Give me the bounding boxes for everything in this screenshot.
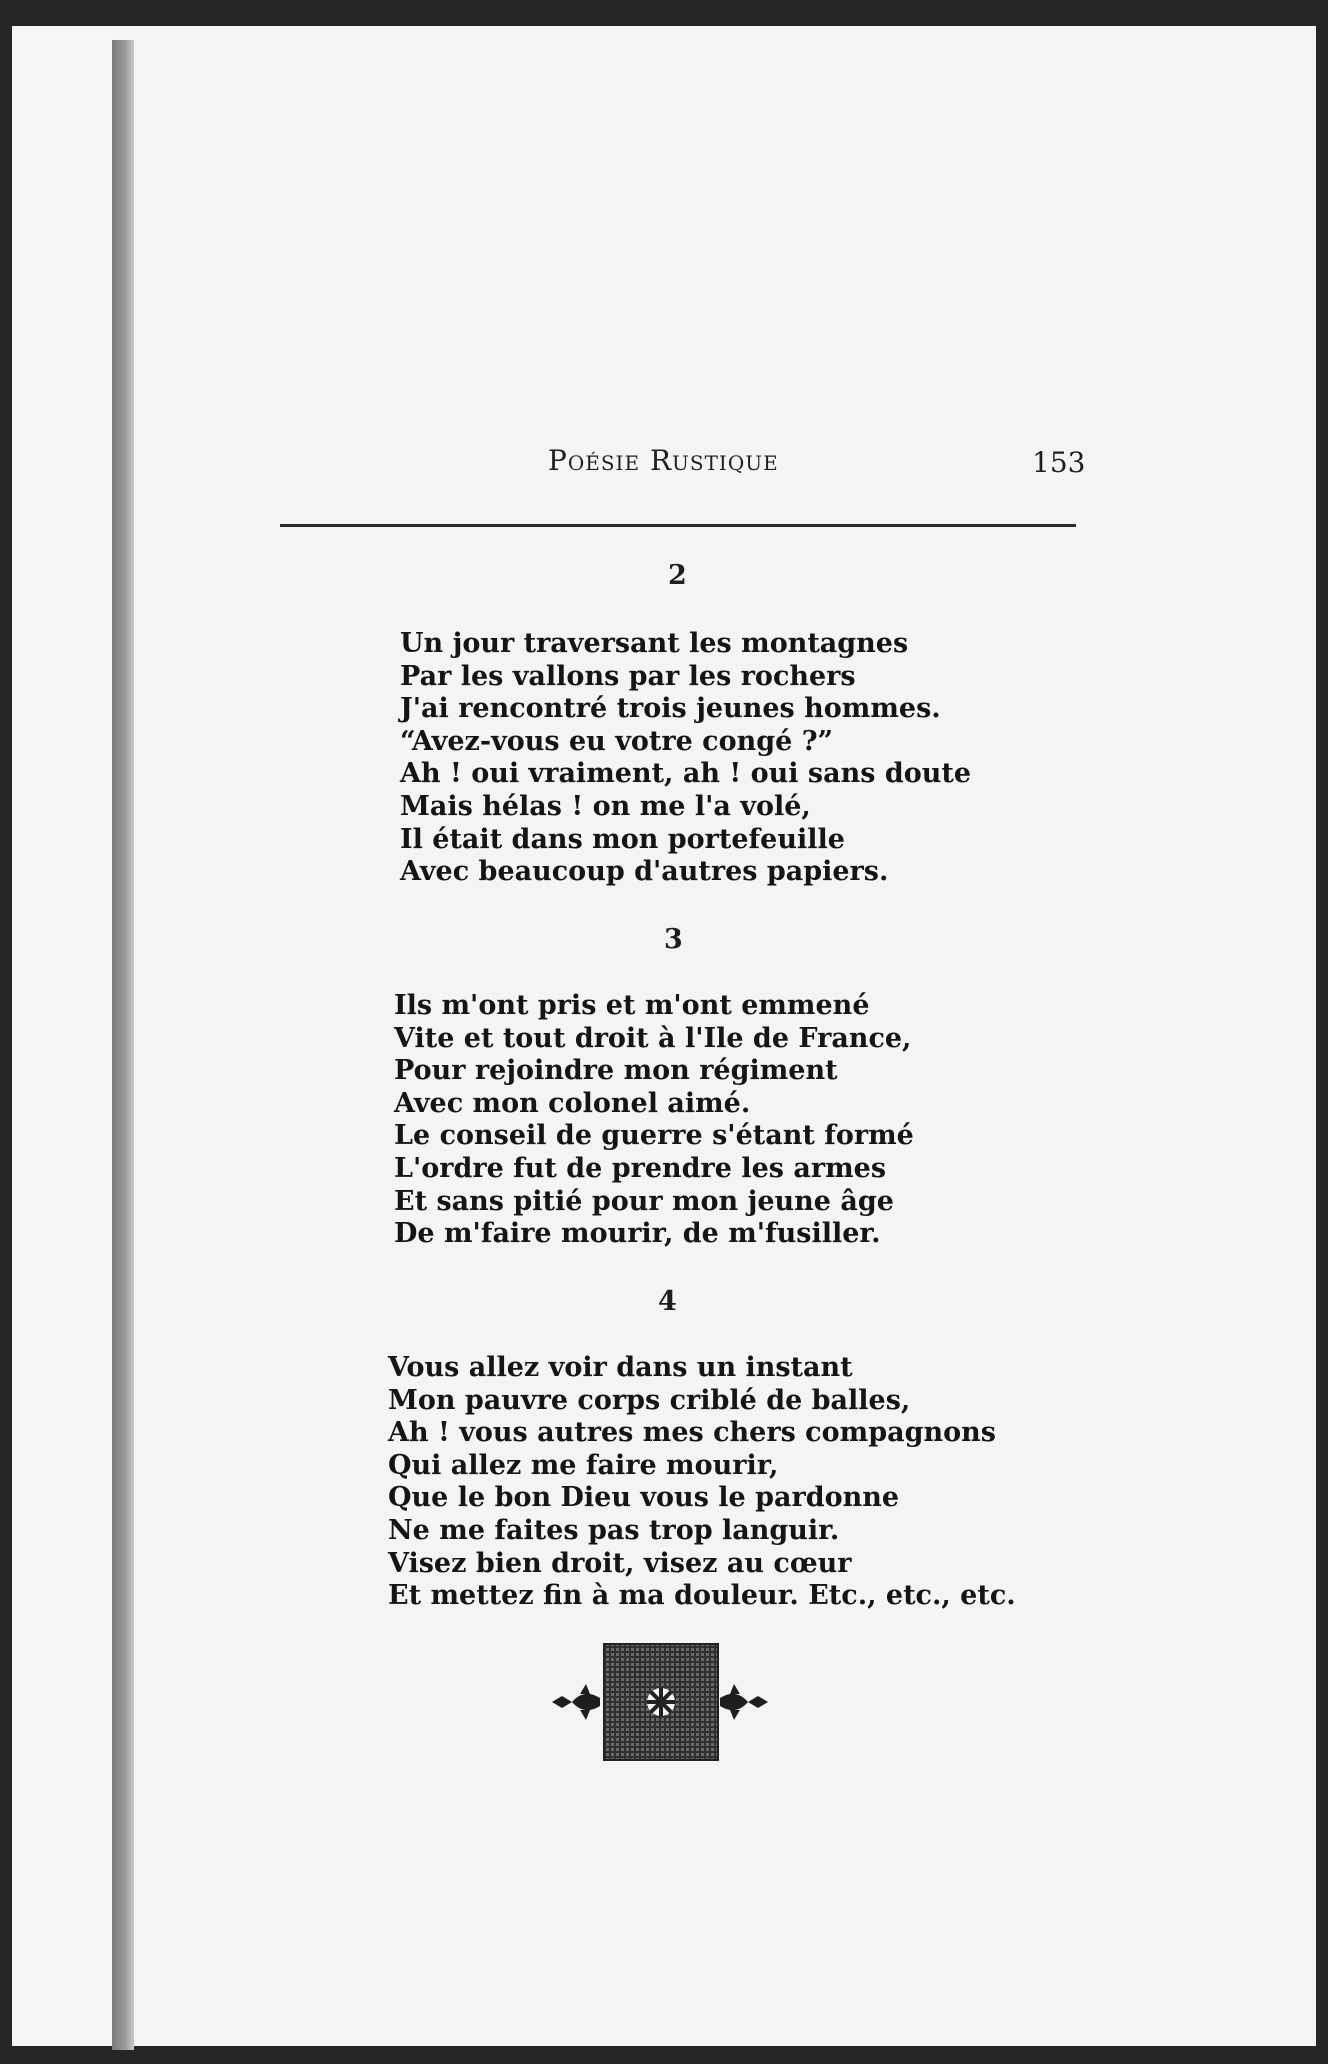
verse-line: Le conseil de guerre s'étant formé [394,1120,914,1152]
previous-page-edge [12,26,112,2046]
verse-line: Il était dans mon portefeuille [400,823,845,855]
verse-line: Qui allez me faire mourir, [388,1449,779,1481]
verse-line: Mais hélas ! on me l'a volé, [400,790,811,822]
stanza [400,628,971,889]
verse-line: Vous allez voir dans un instant [388,1352,853,1383]
verse-line: J'ai rencontré trois jeunes hommes. [400,693,941,725]
verse-line: Avec mon colonel aimé. [394,1087,751,1119]
verse-line: Que le bon Dieu vous le pardonne [388,1482,900,1514]
verse-line: L'ordre fut de prendre les armes [394,1152,887,1184]
verse-line: Par les vallons par les rochers [400,660,856,692]
verse-line: Visez bien droit, visez au cœur [388,1547,852,1579]
verse-line: Et sans pitié pour mon jeune âge [394,1185,894,1217]
stanza-number: 3 [664,924,683,955]
verse-line: “Avez-vous eu votre congé ?” [400,725,834,757]
verse-line: Un jour traversant les montagnes [400,628,909,659]
verse-line: Avec beaucoup d'autres papiers. [400,856,889,888]
verse-line: Mon pauvre corps criblé de balles, [388,1384,911,1416]
stanza-number: 4 [658,1286,677,1317]
page-gutter [112,40,134,2050]
verse-line: Pour rejoindre mon régiment [394,1055,838,1087]
verse-line: Et mettez fin à ma douleur. Etc., etc., etc. [388,1580,1016,1612]
stanza-number: 2 [668,560,687,591]
verse-line: Ah ! oui vraiment, ah ! oui sans doute [400,758,972,790]
verse-line: Ah ! vous autres mes chers compagnons [388,1417,996,1449]
verse-line: Ne me faites pas trop languir. [388,1514,840,1546]
stanza [394,990,914,1251]
stanza [388,1352,1016,1613]
verse-line: Vite et tout droit à l'Ile de France, [394,1022,912,1054]
tailpiece-ornament-icon [550,1642,770,1762]
verse-line: Ils m'ont pris et m'ont emmené [394,990,870,1021]
verse-line: De m'faire mourir, de m'fusiller. [394,1218,881,1250]
running-header-title: Poésie Rustique [548,444,779,477]
page-number: 153 [1032,446,1086,479]
header-rule [280,524,1076,527]
